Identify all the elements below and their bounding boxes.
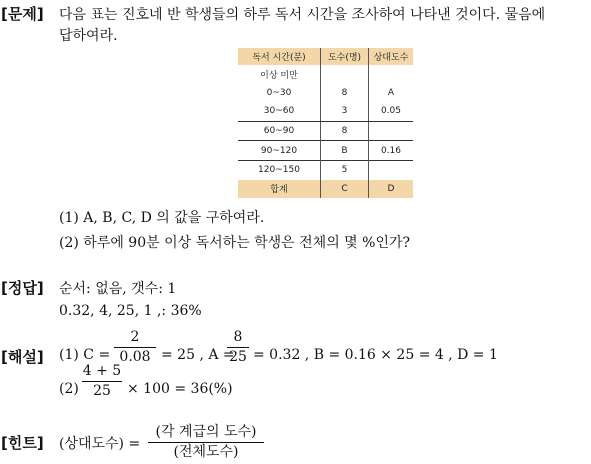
table-row xyxy=(238,160,413,179)
fraction-denominator: 25 xyxy=(229,349,247,365)
fraction-denominator: 0.08 xyxy=(119,349,151,365)
answer-tag: [정답] xyxy=(1,279,44,297)
table-cell: 5 xyxy=(321,160,369,179)
table-cell: A xyxy=(387,87,395,98)
problem-tag: [문제] xyxy=(1,5,44,23)
solution-tag: [해설] xyxy=(1,348,44,366)
table-cell: 90~120 xyxy=(238,141,321,161)
header-reading-time: 독서 시간(분) xyxy=(238,48,321,65)
table-row xyxy=(238,121,413,141)
frequency-table xyxy=(238,48,413,198)
table-cell: C xyxy=(321,180,369,199)
fraction-numerator: 2 xyxy=(130,329,140,345)
table-row xyxy=(238,84,413,103)
question-1: (1) A, B, C, D 의 값을 구하여라. xyxy=(59,210,265,226)
table-cell: 합계 xyxy=(238,180,321,199)
table-row xyxy=(238,65,413,84)
table-cell xyxy=(369,160,414,179)
fraction-bar xyxy=(227,347,249,348)
fraction-denominator: 25 xyxy=(93,383,111,399)
table-cell: 이상 미만 xyxy=(238,65,321,84)
fraction-bar xyxy=(82,381,122,382)
table-cell xyxy=(369,65,414,84)
solution-line1-rest: = 0.32 , B = 0.16 × 25 = 4 , D = 1 xyxy=(253,347,498,363)
table-cell: D xyxy=(369,180,414,199)
question-2: (2) 하루에 90분 이상 독서하는 학생은 전체의 몇 %인가? xyxy=(59,235,411,251)
table-row xyxy=(238,141,413,161)
hint-lhs: (상대도수) = xyxy=(59,436,141,452)
table-cell: 60~90 xyxy=(238,121,321,141)
problem-text-line2: 답하여라. xyxy=(59,28,118,44)
fraction-c xyxy=(114,329,156,366)
table-cell: 0~30 xyxy=(238,84,321,103)
table-total-row xyxy=(238,180,413,199)
problem-text-line1: 다음 표는 진호네 반 학생들의 하루 독서 시간을 조사하여 나타낸 것이다. 물음에 xyxy=(59,7,546,23)
solution-line1-prefix: (1) C = xyxy=(59,347,111,363)
header-relative-frequency: 상대도수 xyxy=(369,48,414,65)
fraction-numerator: 4 + 5 xyxy=(82,363,122,379)
answer-line1: 순서: 없음, 갯수: 1 xyxy=(59,281,177,297)
fraction-bar xyxy=(114,347,156,348)
table-cell: 30~60 xyxy=(238,102,321,121)
solution-line2-rest: × 100 = 36(%) xyxy=(127,381,233,397)
fraction-percent xyxy=(82,363,122,400)
fraction-a xyxy=(227,329,249,366)
table-cell: 8 xyxy=(321,121,369,141)
fraction-bar xyxy=(148,442,264,443)
table-cell xyxy=(321,65,369,84)
solution-line1-mid: = 25 , A = xyxy=(161,347,235,363)
table-header-row xyxy=(238,48,413,65)
fraction-numerator: 8 xyxy=(233,329,243,345)
header-frequency: 도수(명) xyxy=(321,48,369,65)
table-row xyxy=(238,102,413,121)
table-cell: 8 xyxy=(321,84,369,103)
fraction-numerator: (각 계급의 도수) xyxy=(155,424,257,440)
solution-line2-prefix: (2) xyxy=(59,381,79,397)
table-cell: 3 xyxy=(321,102,369,121)
hint-fraction xyxy=(148,424,264,461)
table-cell: 0.05 xyxy=(369,102,414,121)
table-cell xyxy=(369,121,414,141)
fraction-denominator: (전체도수) xyxy=(173,444,239,460)
table-cell: 0.16 xyxy=(369,141,414,161)
table-cell: B xyxy=(321,141,369,161)
answer-line2: 0.32, 4, 25, 1 ,: 36% xyxy=(59,303,202,319)
hint-tag: [힌트] xyxy=(1,434,44,452)
table-cell: 120~150 xyxy=(238,160,321,179)
